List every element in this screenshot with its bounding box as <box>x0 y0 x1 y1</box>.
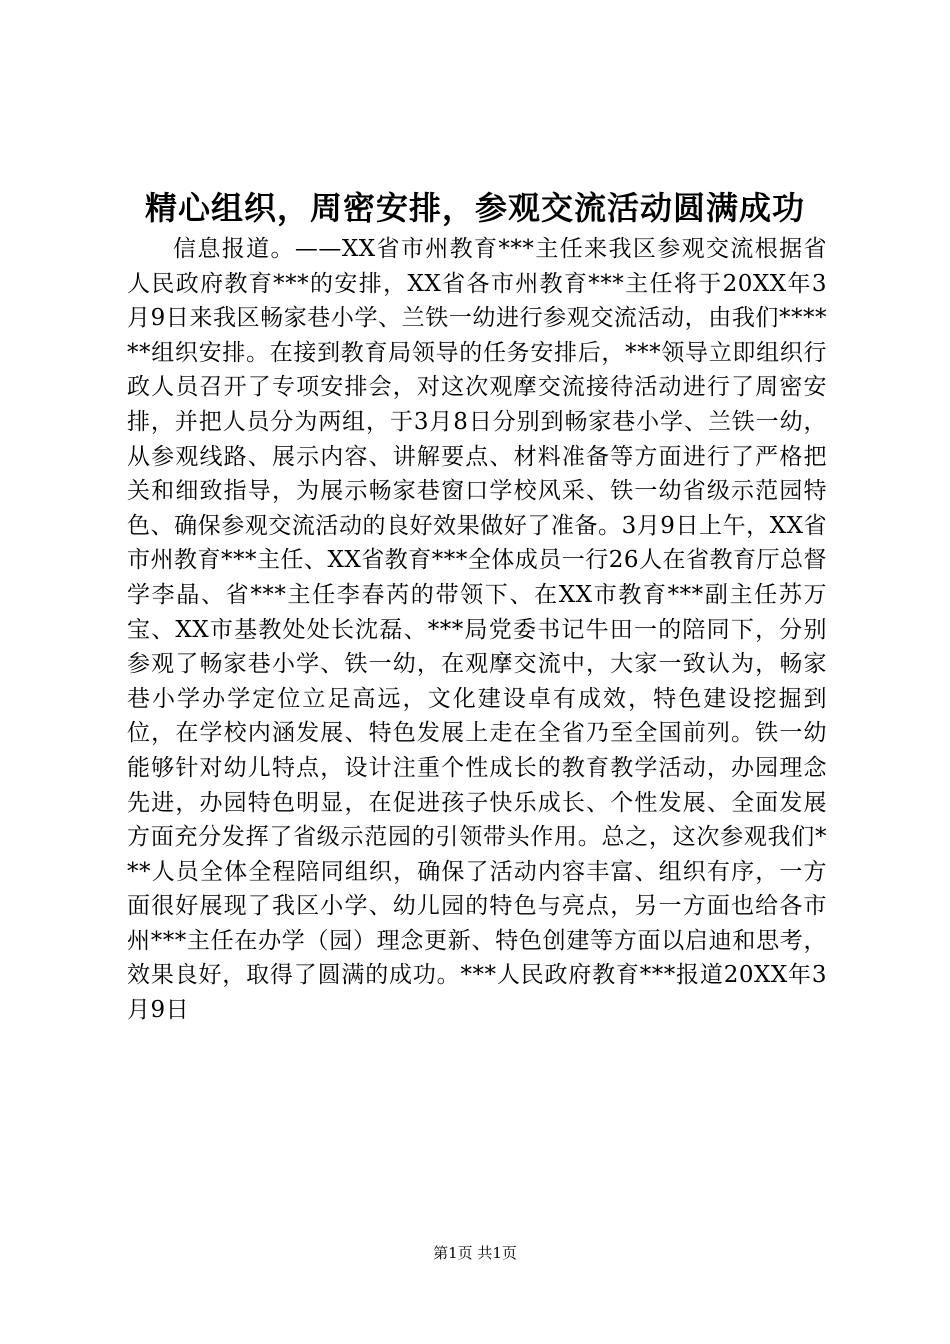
document-title: 精心组织，周密安排，参观交流活动圆满成功 <box>144 189 805 227</box>
page-number-footer: 第1页 共1页 <box>433 1244 517 1262</box>
document-body: 信息报道。——XX省市州教育***主任来我区参观交流根据省人民政府教育***的安排，XX省各市州教育***主任将于20XX年3月9日来我区畅家巷小学、兰铁一幼进行参观交流活动，由我们******组织安排。在接到教育局领导的任务安排后，***领导立即组织行政人员召开了专项安排会，对这次观摩交流接待活动进行了周密安排，并把人员分为两组，于3月8日分别到畅家巷小学、兰铁一幼，从参观线路、展示内容、讲解要点、材料准备等方面进行了严格把关和细致指导，为展示畅家巷窗口学校风采、铁一幼省级示范园特色、确保参观交流活动的良好效果做好了准备。3月9日上午，XX省市州教育***主任、XX省教育***全体成员一行26人在省教育厅总督学李晶、省***主任李春芮的带领下、在XX市教育***副主任苏万宝、XX市基教处处长沈磊、***局党委书记牛田一的陪同下，分别参观了畅家巷小学、铁一幼，在观摩交流中，大家一致认为，畅家巷小学办学定位立足高远，文化建设卓有成效，特色建设挖掘到位，在学校内涵发展、特色发展上走在全省乃至全国前列。铁一幼能够针对幼儿特点，设计注重个性成长的教育教学活动，办园理念先进，办园特色明显，在促进孩子快乐成长、个性发展、全面发展方面充分发挥了省级示范园的引领带头作用。总之，这次参观我们***人员全体全程陪同组织，确保了活动内容丰富、组织有序，一方面很好展现了我区小学、幼儿园的特色与亮点，另一方面也给各市州***主任在办学（园）理念更新、特色创建等方面以启迪和思考，效果良好，取得了圆满的成功。***人民政府教育***报道20XX年3月9日 <box>127 236 828 1024</box>
